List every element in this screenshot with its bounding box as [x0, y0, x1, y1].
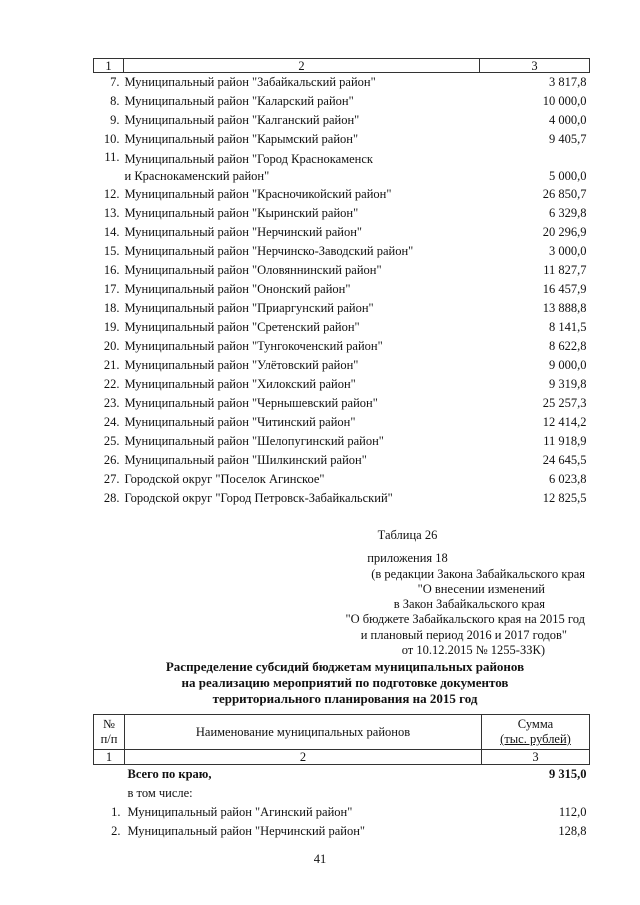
row-number: 19.: [103, 320, 120, 334]
row-value: 26 850,7: [542, 187, 587, 201]
row-name: Муниципальный район "Шелопугинский район": [124, 434, 384, 448]
row-name: Городской округ "Город Петровск-Забайкальский": [124, 491, 393, 505]
row-number: 8.: [110, 94, 120, 108]
annex-line: и плановый период 2016 и 2017 годов": [360, 627, 567, 642]
row-value: 128,8: [558, 824, 587, 838]
row-number: 17.: [103, 282, 120, 296]
row-number: 16.: [103, 263, 120, 277]
row-value: 13 888,8: [542, 301, 587, 315]
table-header-row: [94, 715, 590, 750]
annex-line: приложения 18: [367, 551, 448, 566]
table-row: [94, 223, 590, 242]
header-col-3: 3: [480, 59, 590, 73]
table-row: [94, 489, 590, 508]
row-name: Муниципальный район "Кыринский район": [124, 206, 359, 220]
row-number: 27.: [103, 472, 120, 486]
row-number: 18.: [103, 301, 120, 315]
column-number: 2: [125, 750, 482, 765]
empty-cell: [482, 784, 590, 803]
row-number: 1.: [111, 805, 121, 819]
row-name: Муниципальный район "Чернышевский район": [124, 396, 378, 410]
title-line: Распределение субсидий бюджетам муниципальных районов: [165, 659, 525, 674]
row-value: 8 141,5: [549, 320, 587, 334]
header-col-2: 2: [124, 59, 480, 73]
row-name: Муниципальный район "Карымский район": [124, 132, 359, 146]
row-value: 10 000,0: [542, 94, 587, 108]
row-value: 20 296,9: [542, 225, 587, 239]
empty-cell: [94, 765, 125, 785]
row-number: 10.: [103, 132, 120, 146]
subsidy-table-continued: [93, 58, 590, 508]
row-number: 25.: [103, 434, 120, 448]
row-value: 3 817,8: [549, 75, 587, 89]
row-value: 11 918,9: [543, 434, 587, 448]
header-number-abbr: п/п: [100, 732, 118, 746]
row-name: Муниципальный район "Ононский район": [124, 282, 351, 296]
row-number: 2.: [111, 824, 121, 838]
header-number-col: [94, 715, 125, 750]
row-name: Муниципальный район "Красночикойский район": [124, 187, 392, 201]
table-row: [94, 149, 590, 185]
row-value: 3 000,0: [549, 244, 587, 258]
column-numbers-row: [94, 750, 590, 765]
annex-line: "О бюджете Забайкальского края на 2015 год: [345, 612, 585, 627]
table-row: [94, 130, 590, 149]
table-row: [94, 394, 590, 413]
page-number: 41: [313, 852, 327, 866]
row-name: Муниципальный район "Каларский район": [124, 94, 354, 108]
including-label: в том числе:: [127, 786, 193, 800]
including-row: [94, 784, 590, 803]
row-name: Муниципальный район "Нерчинский район": [127, 824, 365, 838]
row-value: 6 023,8: [549, 472, 587, 486]
table-row: [94, 111, 590, 130]
row-number: 13.: [103, 206, 120, 220]
table-row: [94, 451, 590, 470]
row-value: 6 329,8: [549, 206, 587, 220]
row-value: 11 827,7: [543, 263, 587, 277]
row-number: 21.: [103, 358, 120, 372]
table-row: [94, 470, 590, 489]
row-name: Муниципальный район "Забайкальский район": [124, 75, 376, 89]
total-row: [94, 765, 590, 785]
table-row: [94, 261, 590, 280]
table-row: [94, 337, 590, 356]
row-name: Муниципальный район "Нерчинский район": [124, 225, 362, 239]
row-number: 14.: [103, 225, 120, 239]
row-number: 12.: [103, 187, 120, 201]
annex-line: от 10.12.2015 № 1255-ЗЗК): [401, 643, 545, 658]
row-name: Муниципальный район "Оловяннинский район": [124, 263, 382, 277]
row-name: Муниципальный район "Нерчинско-Заводский район": [124, 244, 414, 258]
row-name: Муниципальный район "Хилокский район": [124, 377, 356, 391]
row-name-line-1: Муниципальный район "Город Краснокаменск: [124, 152, 373, 166]
annex-line: "О внесении изменений: [417, 581, 545, 596]
table-row: [94, 375, 590, 394]
table-label: Таблица 26: [377, 528, 438, 542]
row-number: 7.: [110, 75, 120, 89]
annex-block: [300, 528, 585, 658]
row-value: 5 000,0: [549, 169, 587, 183]
row-value: 9 000,0: [549, 358, 587, 372]
row-name: Муниципальный район "Тунгокоченский район": [124, 339, 383, 353]
row-value: 8 622,8: [549, 339, 587, 353]
row-value: 9 319,8: [549, 377, 587, 391]
row-name: Муниципальный район "Агинский район": [127, 805, 353, 819]
table-row: [94, 204, 590, 223]
row-value: 25 257,3: [542, 396, 587, 410]
table-row: [94, 73, 590, 93]
row-name: Муниципальный район "Калганский район": [124, 113, 360, 127]
total-label: Всего по краю,: [127, 767, 212, 781]
row-number: 22.: [103, 377, 120, 391]
table-row: [94, 280, 590, 299]
row-name: Городской округ "Поселок Агинское": [124, 472, 325, 486]
table-row: [94, 318, 590, 337]
total-value: 9 315,0: [549, 767, 587, 781]
row-number: 26.: [103, 453, 120, 467]
column-number: 3: [482, 750, 590, 765]
title-line: на реализацию мероприятий по подготовке документов: [181, 675, 509, 690]
header-sum: Сумма: [517, 717, 554, 731]
document-title: [110, 659, 580, 707]
row-number: 24.: [103, 415, 120, 429]
subsidy-table-26: [93, 714, 590, 841]
header-number-sign: №: [103, 717, 115, 731]
table-row: [94, 356, 590, 375]
row-name: Муниципальный район "Шилкинский район": [124, 453, 367, 467]
row-number: 20.: [103, 339, 120, 353]
row-name: Муниципальный район "Читинский район": [124, 415, 356, 429]
table-row: [94, 242, 590, 261]
row-number: 28.: [103, 491, 120, 505]
title-line: территориального планирования на 2015 год: [212, 691, 478, 706]
header-sum-unit: (тыс. рублей): [500, 732, 571, 746]
row-value: 9 405,7: [549, 132, 587, 146]
row-name-line-2: и Краснокаменский район": [124, 169, 270, 183]
header-sum-col: [482, 715, 590, 750]
table-row: [94, 822, 590, 841]
table-row: [94, 432, 590, 451]
table-row: [94, 92, 590, 111]
row-value: 112,0: [558, 805, 587, 819]
table-row: [94, 413, 590, 432]
row-number: 9.: [110, 113, 120, 127]
row-value: 12 414,2: [542, 415, 587, 429]
row-name: Муниципальный район "Приаргунский район": [124, 301, 374, 315]
row-name: Муниципальный район "Сретенский район": [124, 320, 360, 334]
row-number: 11.: [104, 150, 120, 164]
row-value: 4 000,0: [549, 113, 587, 127]
table-row: [94, 299, 590, 318]
row-value: 24 645,5: [542, 453, 587, 467]
table-header-row: [94, 59, 590, 73]
column-number: 1: [94, 750, 125, 765]
row-value: 12 825,5: [542, 491, 587, 505]
table-row: [94, 185, 590, 204]
row-number: 15.: [103, 244, 120, 258]
row-number: 23.: [103, 396, 120, 410]
annex-line: (в редакции Закона Забайкальского края: [371, 566, 585, 581]
header-col-1: 1: [94, 59, 124, 73]
header-name-col: Наименование муниципальных районов: [125, 715, 482, 750]
annex-line: в Закон Забайкальского края: [393, 597, 545, 612]
table-row: [94, 803, 590, 822]
row-name: [124, 149, 480, 185]
empty-cell: [94, 784, 125, 803]
row-value: 16 457,9: [542, 282, 587, 296]
row-name: Муниципальный район "Улётовский район": [124, 358, 359, 372]
